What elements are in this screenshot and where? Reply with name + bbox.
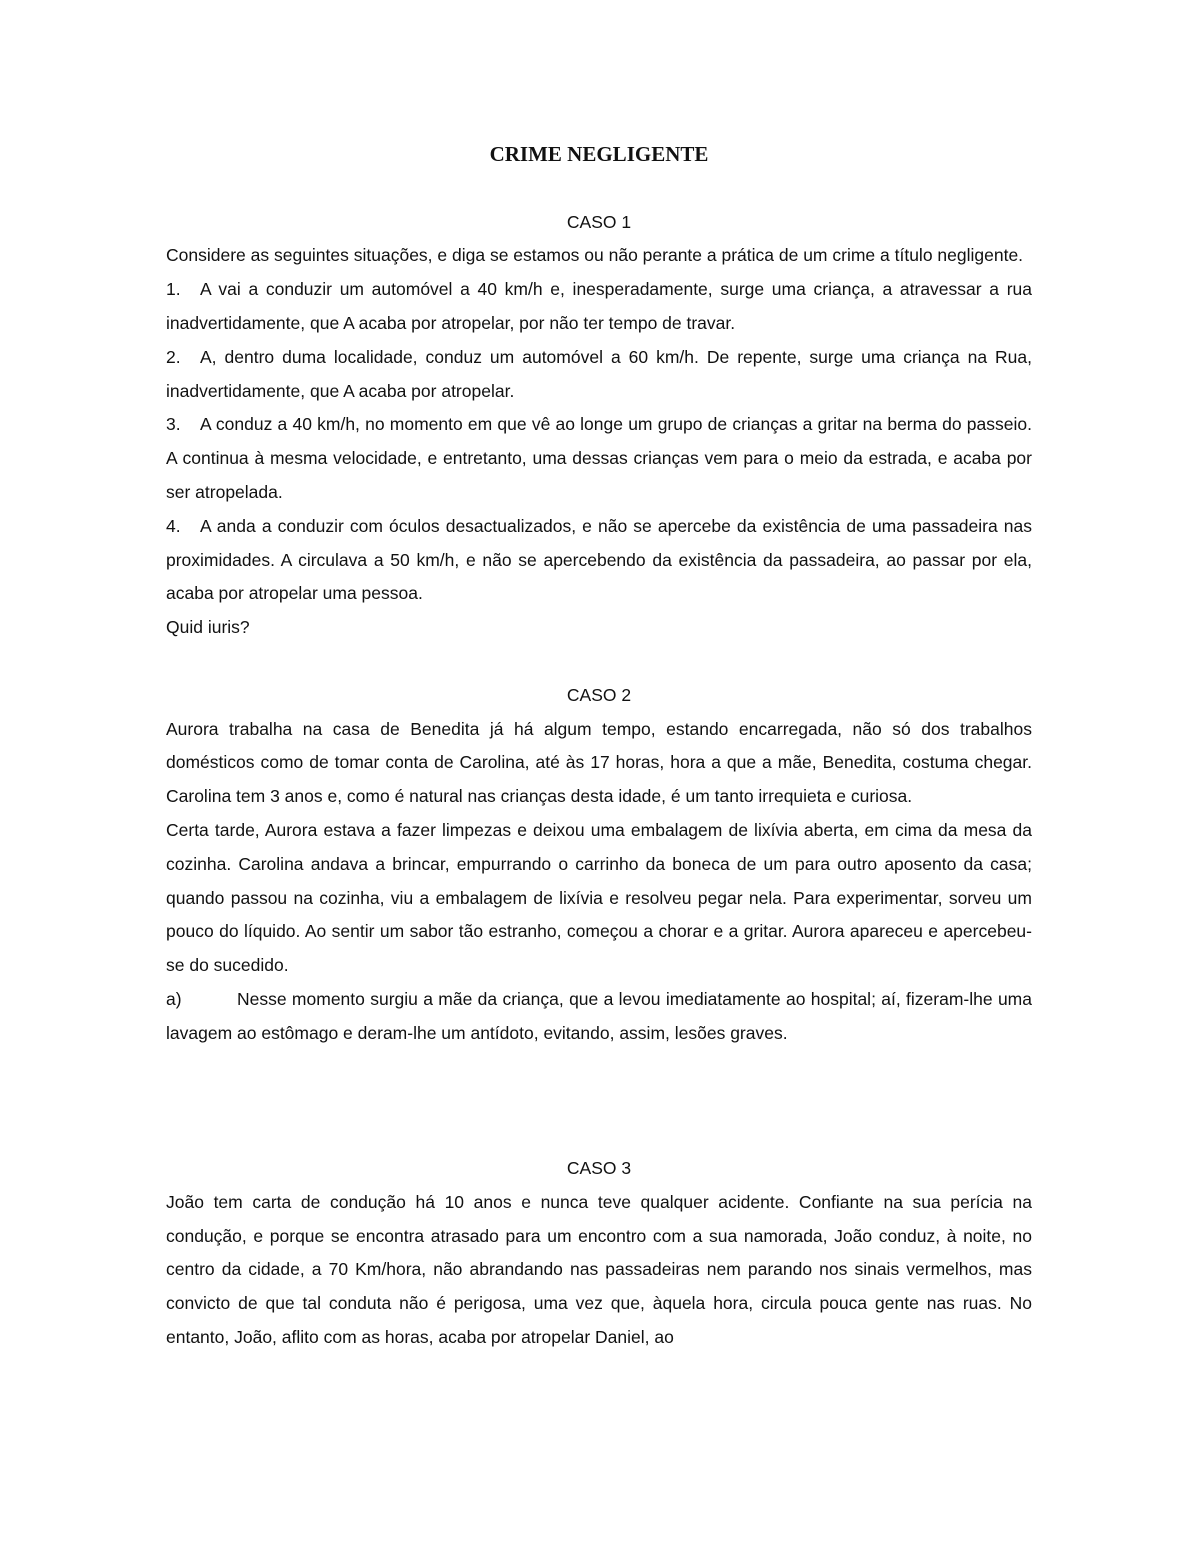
item-letter: a) [166,988,182,1009]
case-1-heading: CASO 1 [566,211,632,232]
case-2-paragraph-2: Certa tarde, Aurora estava a fazer limpezas e deixou uma embalagem de lixívia aberta, em cima da mesa da cozinha. Carolina andava a brincar, empurrando o carrinho da boneca de um para outro aposento da casa; quando passou na cozinha, viu a embalagem de lixívia e resolveu pegar nela. Para experimentar, sorveu um pouco do líquido. Ao sentir um sabor tão estranho, começou a chorar e a gritar. Aurora apareceu e apercebeu-se do sucedido. [166,819,1032,976]
case-1 [166,206,1032,645]
item-number: 1. [166,279,181,300]
case-1-item-2 [166,341,1032,409]
case-3 [166,1152,1032,1355]
case-2-paragraph-1: Aurora trabalha na casa de Benedita já há algum tempo, estando encarregada, não só dos trabalhos domésticos como de tomar conta de Carolina, até às 17 horas, hora a que a mãe, Benedita, costuma chegar. Carolina tem 3 anos e, como é natural nas crianças desta idade, é um tanto irrequieta e curiosa. [166,718,1032,807]
item-text: Nesse momento surgiu a mãe da criança, que a levou imediatamente ao hospital; aí, fizeram-lhe uma lavagem ao estômago e deram-lhe um antídoto, evitando, assim, lesões graves. [166,988,1032,1043]
item-number: 4. [166,515,181,536]
case-2 [166,679,1032,1051]
item-text: A anda a conduzir com óculos desactualizados, e não se apercebe da existência de uma passadeira nas proximidades. A circulava a 50 km/h, e não se apercebendo da existência da passadeira, ao passar por ela, acaba por atropelar uma pessoa. [166,515,1032,604]
spacer [166,645,1032,679]
item-text: A, dentro duma localidade, conduz um automóvel a 60 km/h. De repente, surge uma criança na Rua, inadvertidamente, que A acaba por atropelar. [166,346,1032,401]
item-text: A conduz a 40 km/h, no momento em que vê ao longe um grupo de crianças a gritar na berma do passeio. A continua à mesma velocidade, e entretanto, uma dessas crianças vem para o meio da estrada, e acaba por ser atropelada. [166,414,1032,502]
case-1-item-3 [166,408,1032,509]
document-body [166,138,1032,1355]
document-title: CRIME NEGLIGENTE [489,142,709,166]
case-1-intro: Considere as seguintes situações, e diga se estamos ou não perante a prática de um crime a título negligente. [166,245,1024,266]
item-text: A vai a conduzir um automóvel a 40 km/h e, inesperadamente, surge uma criança, a atravessar a rua inadvertidamente, que A acaba por atropelar, por não ter tempo de travar. [166,279,1032,333]
case-3-paragraph-1: João tem carta de condução há 10 anos e nunca teve qualquer acidente. Confiante na sua perícia na condução, e porque se encontra atrasado para um encontro com a sua namorada, João conduz, à noite, no centro da cidade, a 70 Km/hora, não abrandando nas passadeiras nem parando nos sinais vermelhos, mas convicto de que tal conduta não é perigosa, uma vez que, àquela hora, circula pouca gente nas ruas. No entanto, João, aflito com as horas, acaba por atropelar Daniel, ao [166,1191,1032,1347]
case-1-item-4 [166,510,1032,611]
item-number: 2. [166,346,181,367]
case-1-item-1 [166,273,1032,341]
case-1-closing: Quid iuris? [166,617,250,638]
spacer [166,1051,1032,1152]
case-2-heading: CASO 2 [566,684,632,705]
item-number: 3. [166,414,181,435]
case-2-item-a [166,983,1032,1051]
case-3-heading: CASO 3 [566,1157,632,1178]
